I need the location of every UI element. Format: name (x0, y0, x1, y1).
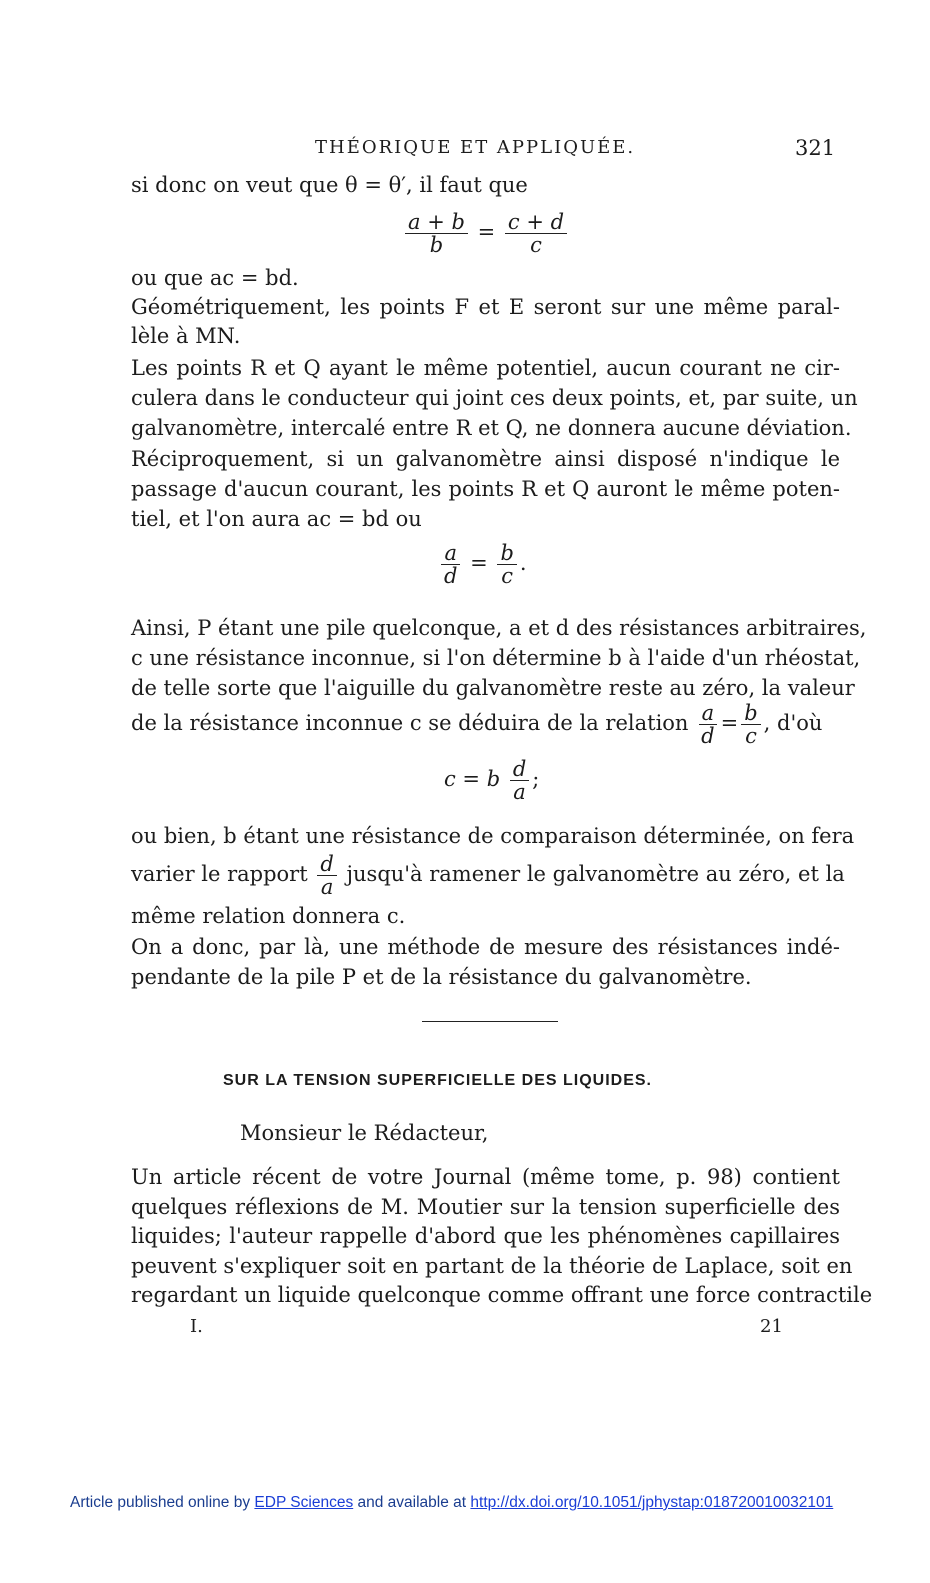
equation-2: $\frac{a}{d}$ = $\frac{b}{c}$ . (438, 542, 527, 587)
fraction: $\frac{a}{d}$ (698, 702, 717, 747)
edp-sciences-link[interactable]: EDP Sciences (254, 1494, 354, 1511)
text-line: peuvent s'expliquer soit en partant de la théorie de Laplace, soit en (131, 1254, 853, 1278)
text-line: c une résistance inconnue, si l'on détermine b à l'aide d'un rhéostat, (131, 646, 861, 670)
salutation: Monsieur le Rédacteur, (240, 1121, 489, 1145)
fraction: $\frac{a}{d}$ (441, 542, 460, 587)
fraction: $\frac{d}{a}$ (317, 853, 336, 898)
equation-1: $\frac{a + b}{b}$ = $\frac{c + d}{c}$ (402, 211, 570, 256)
signature-left: I. (190, 1316, 203, 1337)
text-line: Les points R et Q ayant le même potentiel, aucun courant ne cir- (131, 356, 840, 380)
text-line-with-relation: de la résistance inconnue c se déduira de la relation $\frac{a}{d}$ = $\frac{b}{c}$ , d'où (131, 701, 823, 748)
text-line-with-ratio: varier le rapport $\frac{d}{a}$ jusqu'à ramener le galvanomètre au zéro, et la (131, 852, 845, 899)
fraction: $\frac{b}{c}$ (741, 702, 760, 747)
page-number: 321 (795, 136, 836, 160)
text-line: même relation donnera c. (131, 904, 406, 928)
doi-link[interactable]: http://dx.doi.org/10.1051/jphystap:018720010032101 (470, 1494, 834, 1511)
fraction: $\frac{b}{c}$ (497, 542, 516, 587)
text-line: galvanomètre, intercalé entre R et Q, ne donnera aucune déviation. (131, 416, 852, 440)
text-line: ou bien, b étant une résistance de comparaison déterminée, on fera (131, 824, 855, 848)
fraction: $\frac{a + b}{b}$ (405, 211, 468, 256)
text-line: si donc on veut que θ = θ′, il faut que (131, 173, 528, 197)
text-line: Réciproquement, si un galvanomètre ainsi disposé n'indique le (131, 447, 840, 471)
text-line: de telle sorte que l'aiguille du galvanomètre reste au zéro, la valeur (131, 676, 855, 700)
text-line: passage d'aucun courant, les points R et Q auront le même poten- (131, 477, 840, 501)
text-line: Géométriquement, les points F et E seront sur une même paral- (131, 295, 840, 319)
text-line: ou que ac = bd. (131, 266, 299, 290)
publication-footer: Article published online by EDP Sciences and available at http://dx.doi.org/10.1051/jphystap:018720010032101 (70, 1494, 834, 1511)
fraction: $\frac{d}{a}$ (510, 758, 529, 803)
section-divider (422, 1021, 558, 1022)
text-line: lèle à MN. (131, 324, 241, 348)
text-line: On a donc, par là, une méthode de mesure des résistances indé- (131, 935, 840, 959)
text-line: quelques réflexions de M. Moutier sur la tension superficielle des (131, 1195, 840, 1219)
text-line: Ainsi, P étant une pile quelconque, a et d des résistances arbitraires, (131, 616, 867, 640)
text-line: liquides; l'auteur rappelle d'abord que les phénomènes capillaires (131, 1224, 840, 1248)
text-line: Un article récent de votre Journal (même tome, p. 98) contient (131, 1165, 840, 1189)
text-line: culera dans le conducteur qui joint ces deux points, et, par suite, un (131, 386, 858, 410)
equation-3: c = b $\frac{d}{a}$ ; (444, 757, 540, 804)
text-line: pendante de la pile P et de la résistance du galvanomètre. (131, 965, 752, 989)
section-title: SUR LA TENSION SUPERFICIELLE DES LIQUIDES. (223, 1072, 652, 1089)
signature-right: 21 (760, 1316, 783, 1337)
running-title: THÉORIQUE ET APPLIQUÉE. (315, 137, 636, 158)
text-line: tiel, et l'on aura ac = bd ou (131, 507, 422, 531)
text-line: regardant un liquide quelconque comme offrant une force contractile (131, 1283, 873, 1307)
fraction: $\frac{c + d}{c}$ (505, 211, 567, 256)
